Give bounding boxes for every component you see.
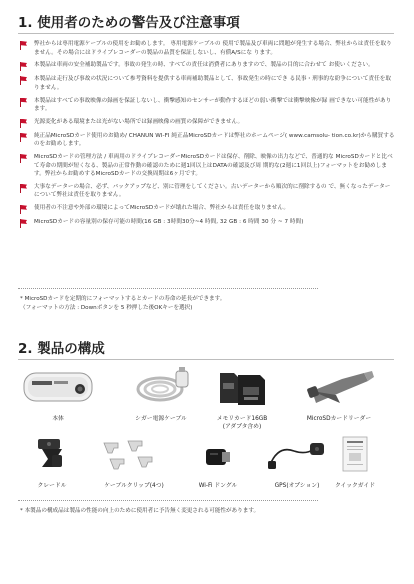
red-flag-icon	[20, 76, 28, 85]
product-contents	[20, 367, 396, 497]
wifi-dongle-icon	[202, 441, 234, 471]
warning-text: 大事なデーターの場合、必ず、バックアップなど、別に管理をしてください。古いデーターから順次的に削除するの で、無くなったデーターについて弊社は責任を取りません。	[34, 183, 391, 199]
warning-item	[20, 218, 396, 228]
warning-text: MicroSDカードの管理方法 / 車両用のドライブレコーダーMicroSDカードは保存、削除、映像の出力などで、普通的な MicroSDカードと比べて寿命の期間が短くなる、製品の正常作動の確認のために週1回以上はDATAの確認及び周 期的な(2週に1回以上)フォーマットをお勧めします。弊社からお勧めするMicroSDカードの交換周期は6ヶ月です。	[34, 154, 393, 178]
product-label-memory-card: メモリカード16GB	[216, 416, 268, 422]
quick-guide-icon	[340, 435, 370, 475]
warning-item	[20, 40, 396, 57]
product-label-cigar-cable: シガー電源ケーブル	[135, 416, 187, 422]
section2-divider	[18, 359, 394, 360]
warning-text: 使用者の不注意や外部の環境によってMicroSDカードが壊れた場合、弊社からは責任を取りません。	[34, 205, 289, 211]
red-flag-icon	[20, 41, 28, 50]
warning-item	[20, 97, 396, 114]
red-flag-icon	[20, 119, 28, 128]
cigar-power-cable-icon	[126, 367, 196, 407]
warning-item	[20, 118, 396, 128]
memory-card-icon	[216, 371, 268, 407]
red-flag-icon	[20, 133, 28, 142]
warning-item	[20, 183, 396, 200]
product-label-cradle: クレードル	[37, 483, 67, 489]
warning-text: 本製品は走行及び事故の状況について参考資料を提供する車両補助製品として、事故発生の時にでき る民事・刑事的な紛争について責任を取りません。	[34, 76, 392, 91]
warning-item	[20, 204, 396, 214]
red-flag-icon	[20, 98, 28, 107]
warning-text: 本製品は車両の安全補助製品です。事故の発生の時、すべての責任は消費者にありますので、製品の目的に合わせて お使いください。	[34, 62, 374, 69]
warning-item	[20, 61, 396, 71]
warning-text: 弊社からは専用電源ケーブルの使用をお勧めします。 専用電源ケーブルの 使用で製品及び車両に問題が発生する場合、弊社からは責任を取りません。その場合にはドライブレコーダーの製品の品質を保証しないし、有償A/Sにな ります。	[34, 41, 392, 56]
red-flag-icon	[20, 205, 28, 214]
warning-text: 本製品はすべての事故映像の録画を保証しないし、衝撃感知のセンサーが動作するほどの弱い衝撃では衝撃映像が録 画できない可能性があります。	[34, 97, 392, 113]
card-reader-icon	[302, 369, 376, 407]
product-label-card-reader: MicroSDカードリーダー	[306, 416, 372, 422]
product-label-quick-guide: クイックガイド	[335, 483, 375, 489]
product-label-cable-clip: ケーブルクリップ(4つ)	[104, 483, 164, 489]
dashcam-body-icon	[20, 367, 96, 407]
dotted-divider	[18, 500, 318, 501]
red-flag-icon	[20, 154, 28, 163]
dotted-divider	[18, 288, 318, 289]
cable-clip-icon	[98, 437, 168, 473]
section1-divider	[18, 33, 394, 34]
product-label-memory-card-sub: (アダプタ含め)	[222, 424, 262, 430]
section2-title: 2. 製品の構成	[18, 341, 105, 357]
warning-text: 純正品MicroSDカード使用のお勧め/ CHANUN WI-FI 純正品MicroSDカードは弊社のホームページ( www.camsolu- tion.co.kr)から購買するのをお勧めします。	[34, 132, 395, 148]
red-flag-icon	[20, 219, 28, 228]
sd-format-footnote	[20, 295, 390, 312]
cradle-icon	[32, 437, 72, 473]
footnote-line: * MicroSDカードを定期的にフォーマットするとカードの寿命の延長ができます。	[20, 296, 226, 302]
product-label-gps: GPS(オプション)	[274, 483, 320, 489]
warning-item	[20, 153, 396, 179]
footnote-line: （フォーマットの方法 : Downボタンを 5 秒押した後OKキーを選択)	[20, 304, 193, 311]
red-flag-icon	[20, 62, 28, 71]
warning-text: 光源変化がある環境または光がない場所では録画映像の画質の保障ができません。	[34, 118, 244, 125]
gps-module-icon	[266, 439, 328, 473]
warning-item	[20, 132, 396, 149]
warning-item	[20, 75, 396, 92]
section1-title: 1. 使用者のための警告及び注意事項	[18, 15, 240, 31]
warning-list	[20, 40, 396, 232]
components-footnote: * 本製品の構成品は製品の性能の向上のために使用者に予告無く変更される可能性があります。	[20, 508, 260, 514]
product-label-wifi-dongle: Wi-Fi ドングル	[198, 483, 238, 489]
product-label-body: 本体	[52, 416, 64, 422]
red-flag-icon	[20, 184, 28, 193]
warning-text: MicroSDカードの容量別の保存可能の時間(16 GB : 3時間30分~4 時間, 32 GB : 6 時間 30 分 ~ 7 時間)	[34, 219, 304, 226]
